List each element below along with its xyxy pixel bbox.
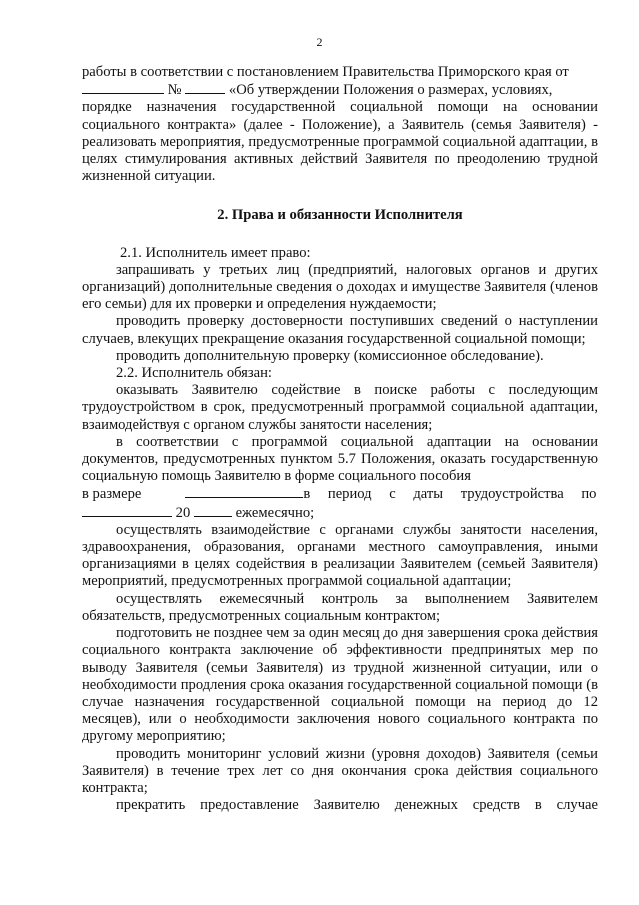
duty-pay-date-line <box>82 504 598 522</box>
document-body <box>82 64 598 814</box>
year-prefix: 20 <box>175 504 191 521</box>
duty-control: осуществлять ежемесячный контроль за выполнением Заявителем обязательств, предусмотренных социальным контрактом; <box>82 590 598 624</box>
period-label: в период с даты трудоустройства по <box>303 486 597 503</box>
right-extra-check: проводить дополнительную проверку (комиссионное обследование). <box>116 347 544 364</box>
monthly-label: ежемесячно; <box>235 504 315 521</box>
intro-line-2-text: «Об утверждении Положения о размерах, условиях, <box>228 82 553 99</box>
intro-line-2 <box>82 81 598 99</box>
end-date-blank <box>82 504 172 517</box>
duty-stop-payment: прекратить предоставление Заявителю денежных средств в случае <box>116 797 598 814</box>
duty-monitor: проводить мониторинг условий жизни (уровня доходов) Заявителя (семьи Заявителя) в течение трех лет со дня окончания срока действия социального контракта; <box>82 745 598 796</box>
number-sign: № <box>167 82 182 99</box>
duty-pay-amount-line <box>82 485 598 503</box>
clause-2-1: 2.1. Исполнитель имеет право: <box>120 244 311 261</box>
clause-2-2: 2.2. Исполнитель обязан: <box>116 365 272 382</box>
right-verify: проводить проверку достоверности поступивших сведений о наступлении случаев, влекущих прекращение оказания государственной социальной помощи; <box>82 313 598 347</box>
section-heading: 2. Права и обязанности Исполнителя <box>217 207 463 224</box>
intro-rest: порядке назначения государственной социальной помощи на основании социального контракта» (далее - Положение), а Заявитель (семья Заявителя) - реализовать мероприятия, предусмотренные программой социальной адаптации, в целях стимулирования активных действий Заявителя по преодолению трудной жизненной ситуации. <box>82 99 598 185</box>
intro-line-1-text: работы в соответствии с постановлением Правительства Приморского края от <box>82 64 569 80</box>
date-blank <box>82 81 164 94</box>
intro-line-1 <box>82 64 598 81</box>
duty-cooperate: осуществлять взаимодействие с органами службы занятости населения, здравоохранения, образования, органами местного самоуправления, иными организациями в целях содействия в реализации Заявителем (семьей Заявителя) мероприятий, предусмотренных программой социальной адаптации; <box>82 521 598 590</box>
duty-prepare-conclusion: подготовить не позднее чем за один месяц до дня завершения срока действия социального контракта заключение об эффективности предпринятых мер по выводу Заявителя (семьи Заявителя) из трудной жизненной ситуации, или о необходимости продления срока оказания государственной социальной помощи (в случае назначения государственной социальной помощи на период до 12 месяцев), или о необходимости заключения нового социального контракта по другому мероприятию; <box>82 625 598 745</box>
year-blank <box>194 504 232 517</box>
duty-assist-job: оказывать Заявителю содействие в поиске работы с последующим трудоустройством в срок, предусмотренный программой социальной адаптации, взаимодействуя с органом службы занятости населения; <box>82 382 598 433</box>
amount-blank <box>185 485 303 498</box>
page-number: 2 <box>316 35 323 49</box>
number-blank <box>185 81 225 94</box>
amount-label: в размере <box>82 486 142 503</box>
duty-pay: в соответствии с программой социальной адаптации на основании документов, предусмотренных пунктом 5.7 Положения, оказать государственную социальную помощь Заявителю в форме социального пособия <box>82 433 598 485</box>
right-request-info: запрашивать у третьих лиц (предприятий, налоговых органов и других организаций) дополнительные сведения о доходах и имуществе Заявителя (членов его семьи) для их проверки и определения нуждаемости; <box>82 261 598 313</box>
